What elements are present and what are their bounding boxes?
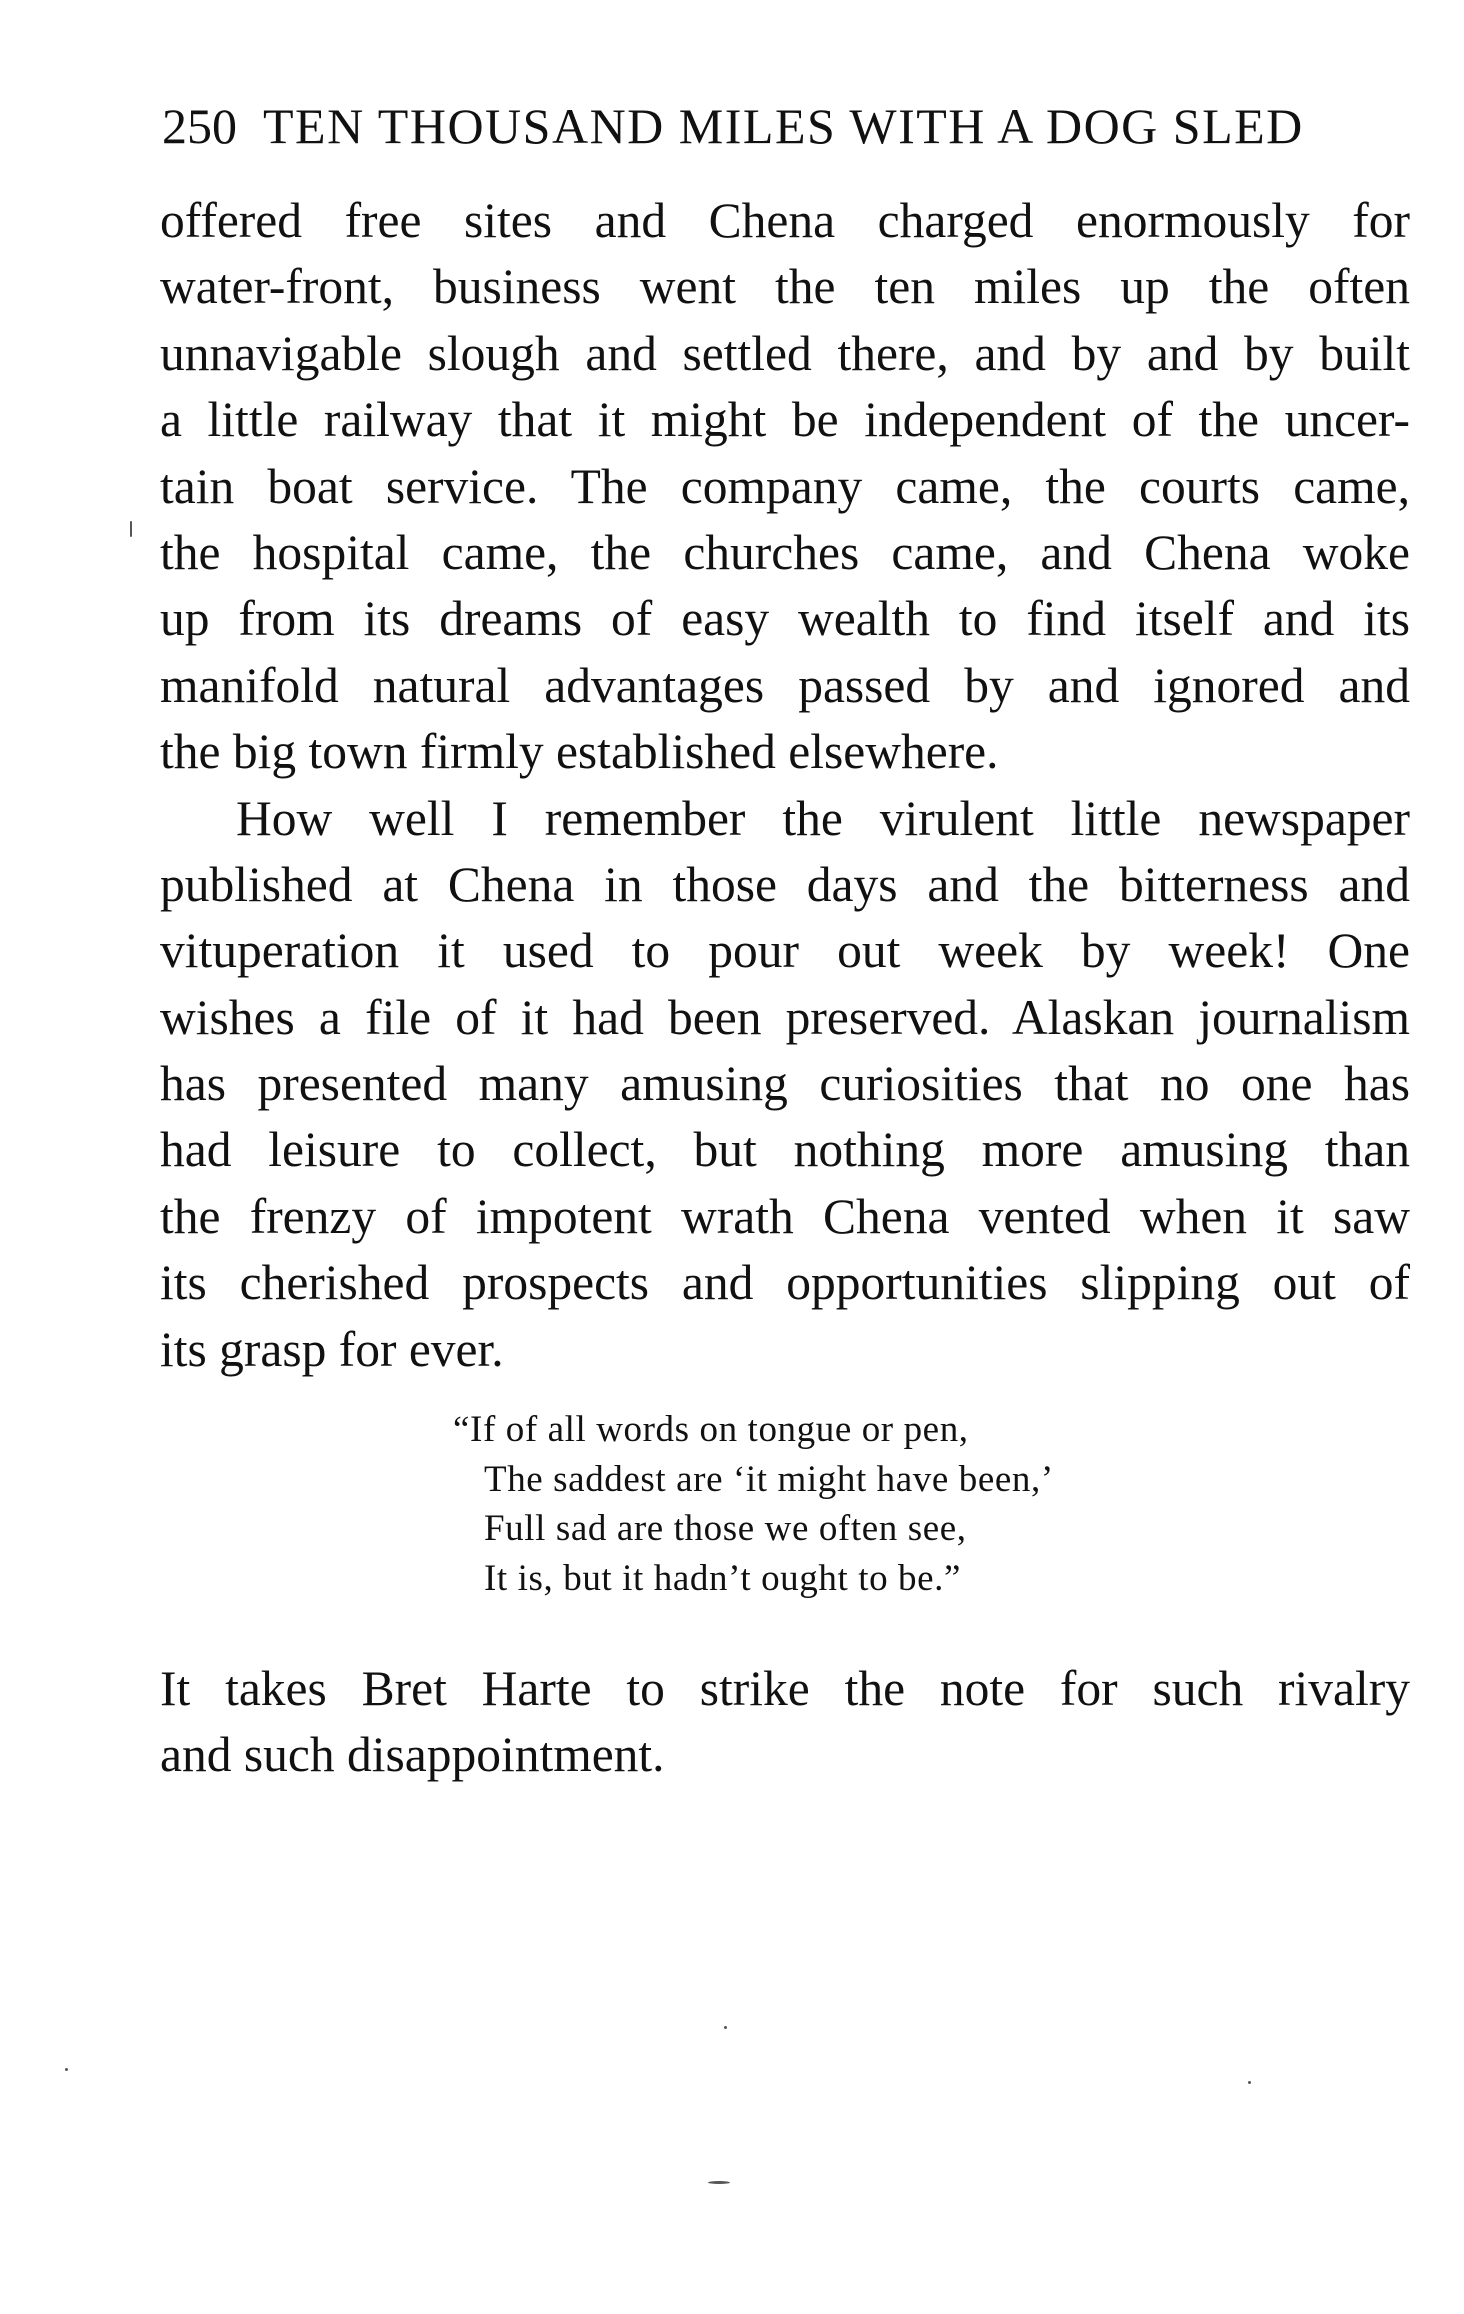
text-line: had leisure to collect, but nothing more amusing than [160, 1122, 1410, 1178]
paragraph-1 [160, 188, 1410, 786]
text-line: wishes a file of it had been preserved. Alaskan journalism [160, 989, 1410, 1045]
text-line: How well I remember the virulent little newspaper [236, 790, 1410, 846]
text-line: the frenzy of impotent wrath Chena vented when it saw [160, 1188, 1410, 1244]
running-head [162, 96, 1402, 156]
scan-speck [65, 2068, 68, 2071]
text-line: vituperation it used to pour out week by week! One [160, 923, 1410, 979]
body-text [160, 188, 1410, 1383]
scan-speck [130, 521, 132, 537]
text-line: unnavigable slough and settled there, and by and by built [160, 325, 1410, 381]
verse-quotation [453, 1405, 1153, 1603]
running-title: TEN THOUSAND MILES WITH A DOG SLED [263, 98, 1304, 154]
text-line: its cherished prospects and opportunities slipping out of [160, 1255, 1410, 1311]
text-line: published at Chena in those days and the bitterness and [160, 856, 1410, 912]
text-line: It takes Bret Harte to strike the note for such rivalry [160, 1661, 1410, 1716]
text-line: up from its dreams of easy wealth to find itself and its [160, 591, 1410, 647]
text-line: water-front, business went the ten miles up the often [160, 259, 1410, 315]
text-line: has presented many amusing curiosities that no one has [160, 1056, 1410, 1112]
closing-paragraph [160, 1656, 1410, 1789]
scan-speck [724, 2026, 727, 2029]
text-line: and such disappointment. [160, 1727, 665, 1783]
verse-line: The saddest are ‘it might have been,’ [484, 1458, 1054, 1500]
text-line: offered free sites and Chena charged enormously for [160, 193, 1410, 248]
text-line: a little railway that it might be independent of the uncer- [160, 392, 1410, 448]
verse-line: It is, but it hadn’t ought to be.” [484, 1557, 962, 1599]
page-number: 250 [162, 98, 237, 154]
text-line: manifold natural advantages passed by and ignored and [160, 657, 1410, 713]
text-line: its grasp for ever. [160, 1321, 504, 1377]
text-line: tain boat service. The company came, the courts came, [160, 458, 1410, 514]
text-line: the hospital came, the churches came, and Chena woke [160, 524, 1410, 580]
paragraph-2 [160, 786, 1410, 1384]
verse-line: “If of all words on tongue or pen, [453, 1409, 969, 1450]
scan-speck [1248, 2081, 1251, 2084]
text-line: the big town firmly established elsewhere. [160, 724, 999, 780]
verse-line: Full sad are those we often see, [484, 1508, 967, 1549]
scan-speck [708, 2181, 730, 2184]
